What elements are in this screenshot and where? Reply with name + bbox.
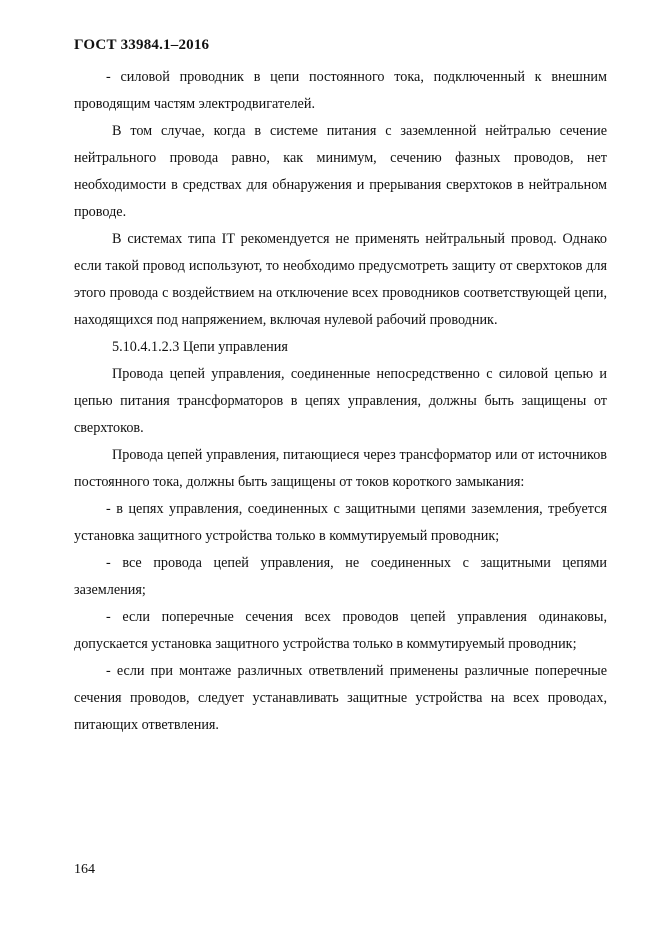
paragraph: Провода цепей управления, питающиеся через трансформатор или от источников постоянного тока, должны быть защищены от токов короткого замыкания: bbox=[74, 447, 607, 490]
list-item: - если при монтаже различных ответвлений применены различные поперечные сечения проводов, следует устанавливать защитные устройства на всех проводах, питающих ответвления. bbox=[74, 663, 607, 733]
section-heading: 5.10.4.1.2.3 Цепи управления bbox=[112, 339, 288, 355]
page-number: 164 bbox=[74, 862, 95, 877]
document-body bbox=[74, 64, 607, 739]
list-item: - все провода цепей управления, не соединенных с защитными цепями заземления; bbox=[74, 555, 607, 598]
paragraph: В системах типа IT рекомендуется не применять нейтральный провод. Однако если такой провод используют, то необходимо предусмотреть защиту от сверхтоков для этого провода с воздействием на отключение всех проводников соответствующей цепи, находящихся под напряжением, включая нулевой рабочий проводник. bbox=[74, 231, 607, 328]
document-header: ГОСТ 33984.1–2016 bbox=[74, 37, 210, 53]
list-item: - в цепях управления, соединенных с защитными цепями заземления, требуется установка защитного устройства только в коммутируемый проводник; bbox=[74, 501, 607, 544]
paragraph: - силовой проводник в цепи постоянного тока, подключенный к внешним проводящим частям электродвигателей. bbox=[74, 69, 607, 112]
list-item: - если поперечные сечения всех проводов цепей управления одинаковы, допускается установка защитного устройства только в коммутируемый проводник; bbox=[74, 609, 607, 652]
paragraph: Провода цепей управления, соединенные непосредственно с силовой цепью и цепью питания трансформаторов в цепях управления, должны быть защищены от сверхтоков. bbox=[74, 366, 607, 436]
paragraph: В том случае, когда в системе питания с заземленной нейтралью сечение нейтрального провода равно, как минимум, сечению фазных проводов, нет необходимости в средствах для обнаружения и прерывания сверхтоков в нейтральном проводе. bbox=[74, 123, 607, 220]
